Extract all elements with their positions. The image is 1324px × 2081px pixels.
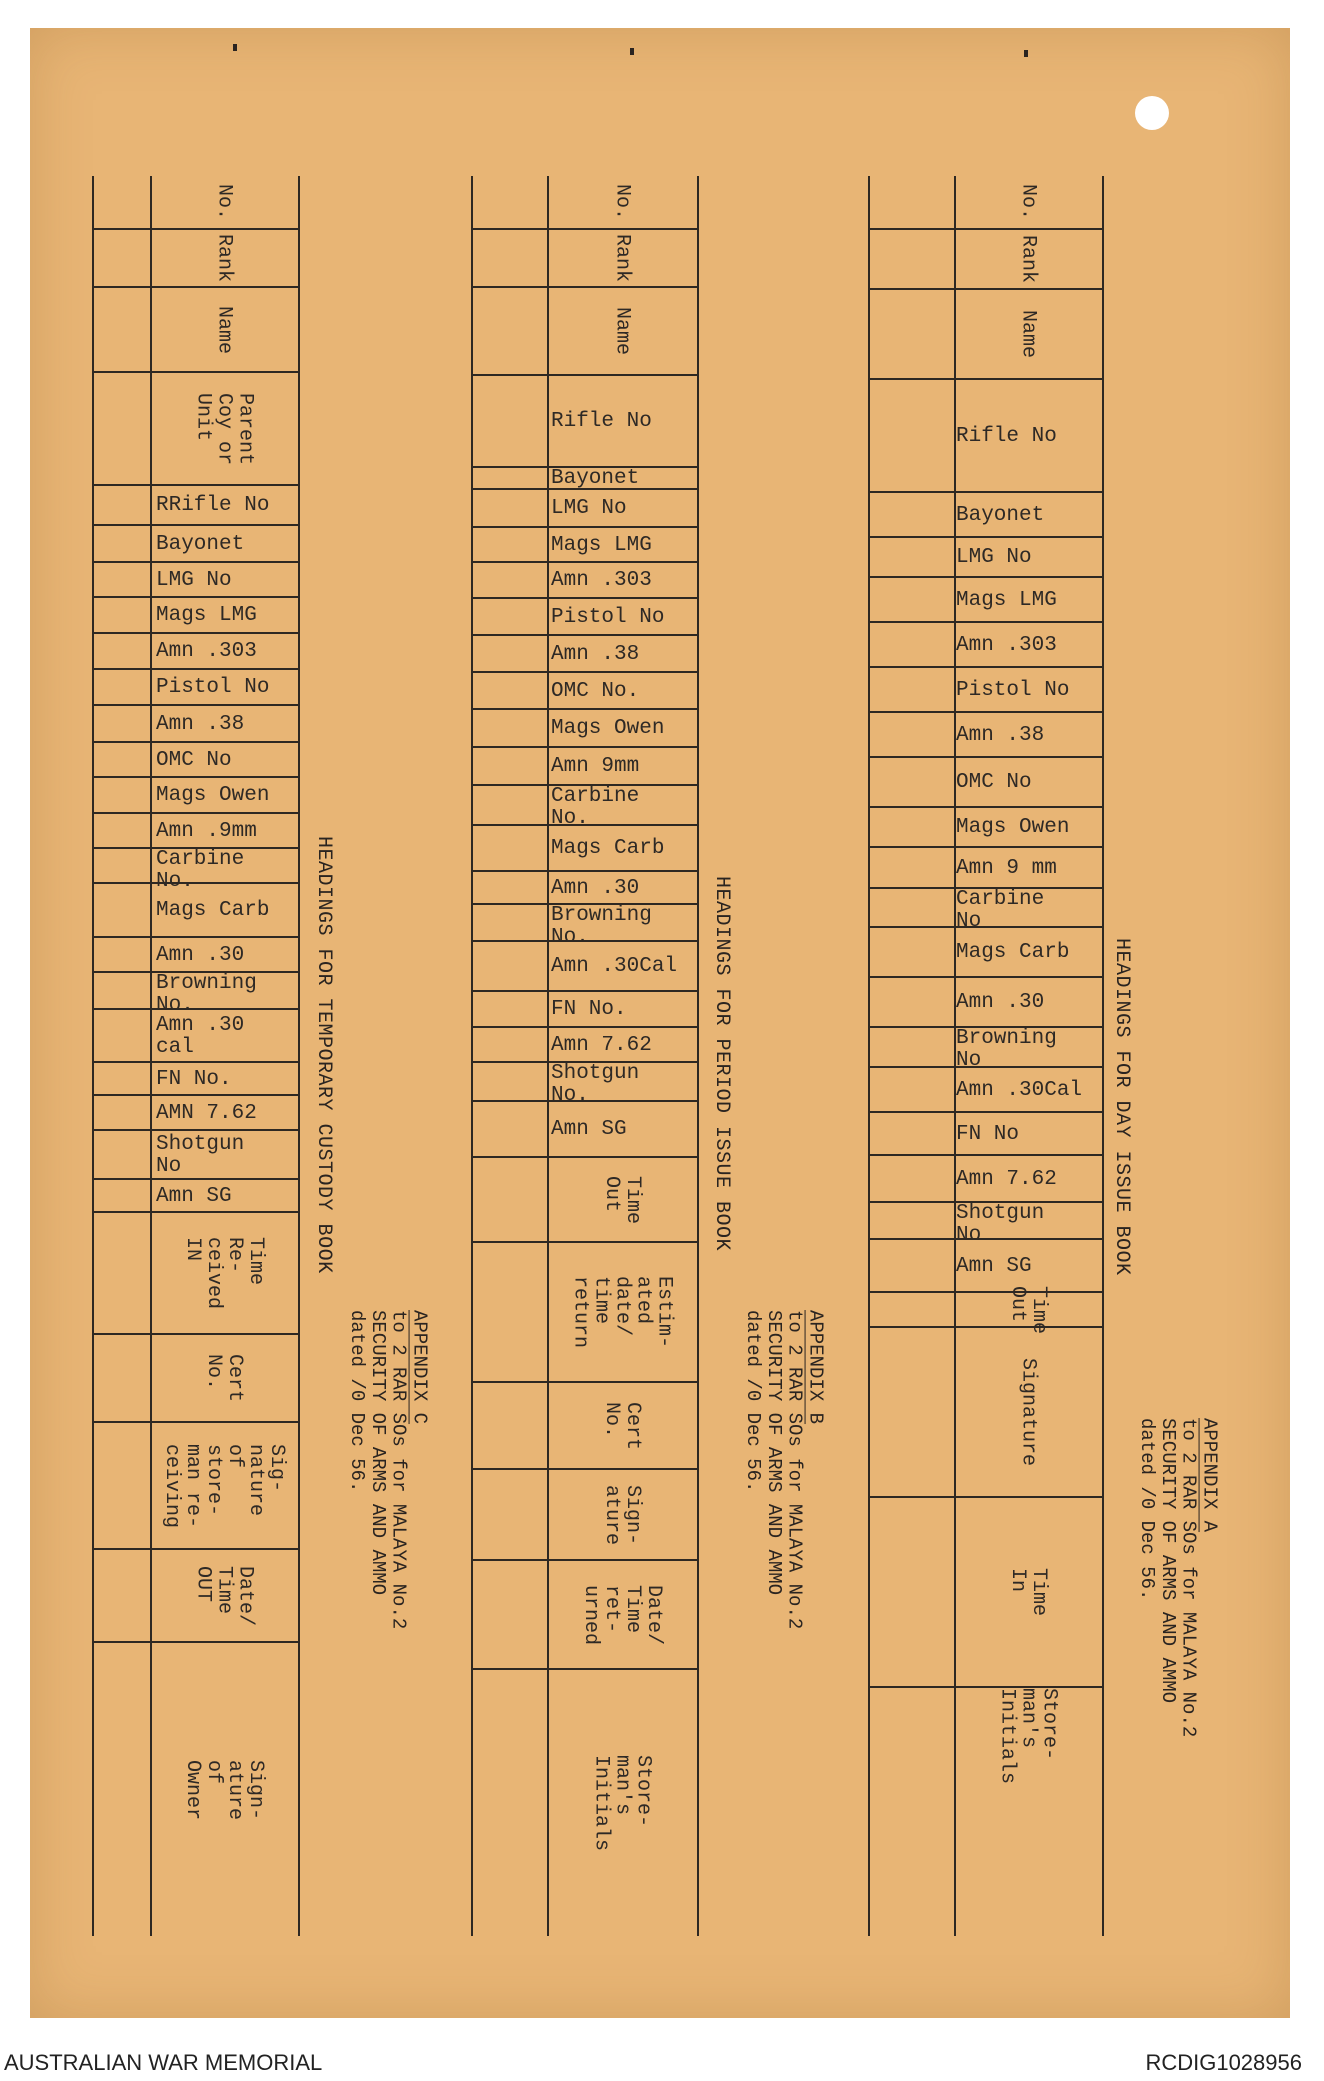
appendix-a-block (1136, 1418, 1220, 1737)
table-row (473, 784, 697, 831)
table-row (473, 176, 697, 228)
document-sheet (30, 28, 1290, 2018)
column-heading-label: Time Re- ceived IN (181, 1236, 267, 1310)
table-row (94, 847, 298, 894)
column-heading-label: LMG No (551, 497, 627, 520)
table-row (473, 1156, 697, 1241)
column-heading-label: Bayonet (551, 467, 640, 490)
temporary-custody-heading: HEADINGS FOR TEMPORARY CUSTODY BOOK (312, 836, 335, 1274)
table-row (94, 1129, 298, 1178)
appendix-title: APPENDIX C (408, 1310, 431, 1425)
table-row (870, 621, 1102, 666)
table-row (94, 1211, 298, 1333)
column-heading-label: OMC No (156, 748, 232, 772)
archive-footer (0, 2046, 1324, 2081)
table-row (473, 870, 697, 903)
appendix-line: SECURITY OF ARMS AND AMMO (762, 1310, 785, 1596)
column-heading-label: Amn .30 (956, 991, 1045, 1014)
column-heading-label: Rank (212, 233, 236, 283)
column-heading-label: Sign- ature of Owner (181, 1759, 267, 1820)
table-row (473, 466, 697, 488)
table-row (94, 561, 298, 596)
table-row (473, 708, 697, 746)
table-row (94, 484, 298, 524)
column-heading-label: Mags Owen (956, 816, 1070, 839)
table-row (870, 1026, 1102, 1073)
column-heading-label: Amn .30Cal (956, 1078, 1083, 1102)
column-heading-label: Signature (1016, 1357, 1040, 1467)
column-heading-label: LMG No (156, 568, 232, 592)
column-heading-label: Estim- ated date/ time return (568, 1275, 676, 1349)
column-heading-label: Store- man's Initials (995, 1687, 1061, 1785)
column-heading-label: Amn .30 cal (156, 1013, 245, 1059)
table-row (870, 887, 1102, 934)
column-heading-label: Name (610, 306, 634, 356)
column-heading-label: No. (1016, 183, 1040, 221)
column-heading-label: Rifle No (551, 410, 652, 433)
footer-institution: AUSTRALIAN WAR MEMORIAL (4, 2050, 323, 2075)
table-row (870, 1238, 1102, 1291)
appendix-line: SECURITY OF ARMS AND AMMO (366, 1310, 389, 1596)
table-row (94, 1008, 298, 1061)
footer-reference: RCDIG1028956 (1145, 2050, 1302, 2075)
column-heading-label: FN No (956, 1122, 1020, 1146)
table-row (94, 1421, 298, 1548)
table-row (473, 1468, 697, 1559)
table-row (473, 746, 697, 784)
table-row (870, 1111, 1102, 1154)
table-row (94, 1061, 298, 1094)
table-row (94, 704, 298, 741)
column-heading-label: Mags Carb (156, 899, 270, 922)
column-heading-label: Amn .303 (156, 640, 257, 663)
table-row (94, 1094, 298, 1129)
column-heading-label: No. (212, 183, 236, 221)
table-row (870, 576, 1102, 621)
column-heading-label: Amn .9mm (156, 819, 257, 843)
table-row (870, 711, 1102, 756)
column-heading-label: Amn .38 (156, 712, 245, 736)
table-row (94, 1641, 298, 1936)
column-heading-label: Amn SG (551, 1118, 627, 1141)
table-row (473, 488, 697, 526)
table-row (870, 491, 1102, 536)
table-row (870, 806, 1102, 846)
appendix-line: dated /0 Dec 56. (345, 1310, 368, 1493)
column-heading-label: Mags LMG (551, 533, 652, 557)
column-heading-label: Amn .38 (956, 723, 1045, 747)
column-heading-label: Rank (610, 233, 634, 283)
table-row (94, 1333, 298, 1421)
table-row (94, 176, 298, 228)
appendix-line: to 2 RAR SOs for MALAYA No.2 (387, 1310, 410, 1630)
appendix-line: to 2 RAR SOs for MALAYA No.2 (783, 1310, 806, 1630)
table-row (473, 903, 697, 950)
column-heading-label: No. (610, 183, 634, 221)
column-heading-label: Time Out (600, 1175, 644, 1224)
column-heading-label: OMC No (956, 771, 1032, 794)
column-heading-label: Carbine No (956, 888, 1045, 934)
table-row (870, 1285, 1102, 1334)
column-heading-label: Pistol No (551, 605, 665, 629)
table-row (94, 936, 298, 971)
column-heading-label: Bayonet (156, 532, 245, 556)
appendix-title: APPENDIX B (804, 1310, 827, 1425)
table-row (473, 597, 697, 634)
table-row (473, 228, 697, 286)
column-heading-label: Browning No. (156, 972, 257, 1018)
period-issue-table (471, 176, 699, 1936)
column-heading-label: Rank (1016, 234, 1040, 284)
table-row (94, 524, 298, 561)
table-row (473, 671, 697, 708)
column-heading-label: Date/ Time OUT (191, 1565, 257, 1626)
column-heading-label: Store- man's Initials (589, 1754, 655, 1852)
table-row (473, 1100, 697, 1156)
table-row (870, 378, 1102, 491)
column-heading-label: Rifle No (956, 424, 1057, 448)
table-row (473, 561, 697, 597)
table-row (870, 666, 1102, 711)
table-row (870, 1686, 1102, 1784)
column-heading-label: Name (1016, 309, 1040, 359)
column-heading-label: Sig- nature of store- man re- ceiving (160, 1443, 288, 1528)
column-heading-label: Amn .30 (156, 943, 245, 967)
period-issue-heading: HEADINGS FOR PERIOD ISSUE BOOK (710, 876, 733, 1252)
column-heading-label: Pistol No (956, 678, 1070, 702)
table-row (94, 1178, 298, 1211)
appendix-b-block (742, 1310, 826, 1629)
table-row (870, 536, 1102, 576)
column-heading-label: Shotgun No (956, 1202, 1045, 1248)
table-row (94, 971, 298, 1018)
column-heading-label: OMC No. (551, 679, 640, 703)
table-row (94, 812, 298, 847)
column-heading-label: Amn .30Cal (551, 955, 678, 978)
table-row (473, 940, 697, 990)
pin-mark (1024, 50, 1028, 57)
table-row (94, 286, 298, 371)
table-row (870, 1154, 1102, 1201)
appendix-line: to 2 RAR SOs for MALAYA No.2 (1177, 1418, 1200, 1738)
table-row (473, 1381, 697, 1468)
column-heading-label: Carbine No. (551, 785, 640, 831)
table-row (473, 1668, 697, 1936)
column-heading-label: Name (212, 305, 236, 354)
column-heading-label: Browning No (956, 1027, 1057, 1073)
table-row (473, 1061, 697, 1108)
column-heading-label: AMN 7.62 (156, 1101, 257, 1125)
table-row (870, 846, 1102, 887)
table-row (94, 596, 298, 632)
column-heading-label: Amn SG (956, 1254, 1032, 1278)
appendix-c-block (346, 1310, 430, 1629)
table-row (473, 634, 697, 671)
column-heading-label: Mags Owen (551, 717, 665, 740)
pin-mark (233, 44, 237, 51)
table-row (473, 374, 697, 466)
table-row (870, 976, 1102, 1026)
column-heading-label: Amn 9 mm (956, 856, 1057, 880)
pin-mark (630, 48, 634, 55)
table-row (870, 1496, 1102, 1686)
column-heading-label: Mags Carb (956, 941, 1070, 964)
column-heading-label: Parent Coy or Unit (191, 392, 257, 465)
table-row (870, 926, 1102, 976)
table-row (473, 1241, 697, 1381)
column-heading-label: Mags Carb (551, 837, 665, 860)
table-row (870, 756, 1102, 806)
table-row (473, 1026, 697, 1061)
column-heading-label: Amn 9mm (551, 755, 640, 778)
column-heading-label: Pistol No (156, 676, 270, 699)
column-heading-label: Date/ Time ret- urned (579, 1584, 665, 1645)
column-heading-label: Amn .303 (551, 569, 652, 592)
table-row (94, 668, 298, 704)
table-row (870, 228, 1102, 288)
table-row (94, 371, 298, 484)
column-heading-label: Mags Owen (156, 784, 270, 807)
column-heading-label: Carbine No. (156, 848, 245, 894)
appendix-line: dated /0 Dec 56. (1135, 1418, 1158, 1601)
table-row (94, 228, 298, 286)
column-heading-label: LMG No (956, 546, 1032, 569)
column-heading-label: Amn 7.62 (956, 1167, 1057, 1191)
table-row (94, 632, 298, 668)
column-heading-label: Amn 7.62 (551, 1033, 652, 1057)
table-row (94, 1548, 298, 1641)
temporary-custody-table (92, 176, 300, 1936)
punch-hole (1135, 96, 1169, 130)
column-heading-label: Shotgun No. (551, 1062, 640, 1108)
column-heading-label: Browning No. (551, 904, 652, 950)
column-heading-label: FN No. (551, 998, 627, 1021)
column-heading-label: Amn .38 (551, 642, 640, 666)
column-heading-label: Shotgun No (156, 1132, 245, 1178)
column-heading-label: Cert No. (600, 1401, 644, 1450)
table-row (870, 1201, 1102, 1248)
table-row (473, 1559, 697, 1668)
column-heading-label: Mags LMG (156, 604, 257, 627)
table-row (870, 176, 1102, 228)
column-heading-label: Time Out (1006, 1285, 1050, 1334)
column-heading-label: Sign- ature (600, 1484, 644, 1545)
table-row (94, 776, 298, 812)
table-row (473, 824, 697, 870)
table-row (94, 882, 298, 936)
table-row (473, 990, 697, 1026)
table-row (870, 1066, 1102, 1111)
day-issue-heading: HEADINGS FOR DAY ISSUE BOOK (1110, 938, 1133, 1276)
column-heading-label: FN No. (156, 1067, 232, 1091)
column-heading-label: Amn .303 (956, 633, 1057, 657)
column-heading-label: Time In (1006, 1567, 1050, 1617)
column-heading-label: Cert No. (202, 1353, 246, 1403)
column-heading-label: Bayonet (956, 503, 1045, 527)
day-issue-table (868, 176, 1104, 1936)
appendix-line: SECURITY OF ARMS AND AMMO (1156, 1418, 1179, 1704)
column-heading-label: Amn .30 (551, 876, 640, 900)
table-row (870, 288, 1102, 378)
column-heading-label: Amn SG (156, 1184, 232, 1208)
table-row (473, 286, 697, 374)
table-row (473, 526, 697, 561)
column-heading-label: RRifle No (156, 494, 270, 517)
appendix-title: APPENDIX A (1198, 1418, 1221, 1533)
table-row (94, 741, 298, 776)
appendix-line: dated /0 Dec 56. (741, 1310, 764, 1493)
table-row (870, 1326, 1102, 1496)
column-heading-label: Mags LMG (956, 588, 1057, 612)
